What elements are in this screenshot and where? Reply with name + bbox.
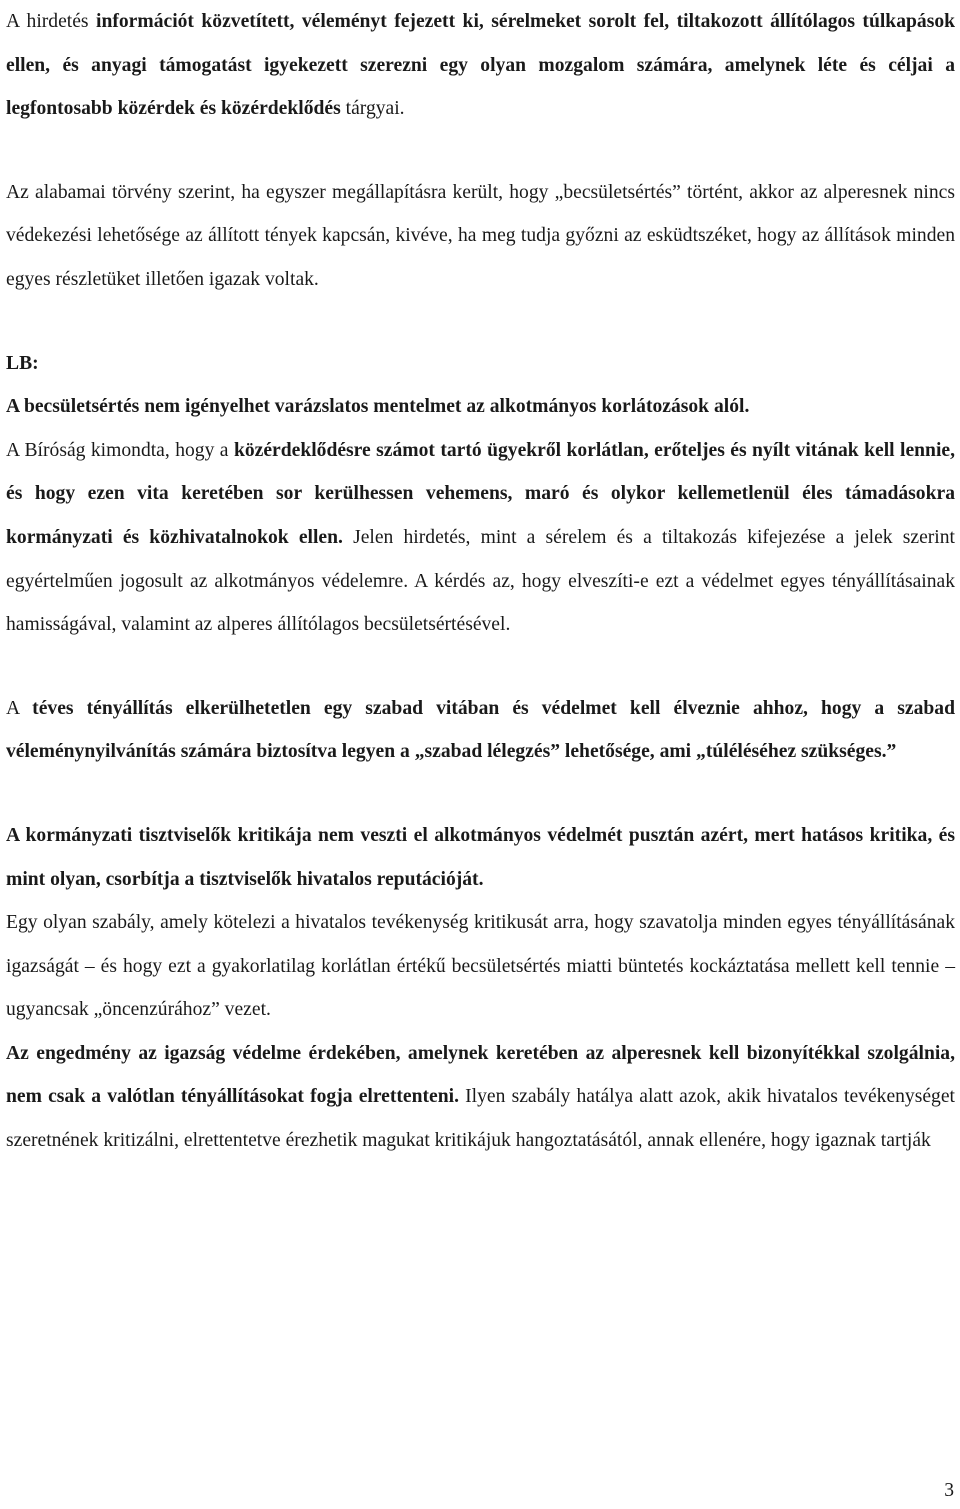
page-number: 3 [944,1480,954,1501]
text-segment: Ilyen szabály hatálya alatt azok, akik hivatalos tevékenységet szeretnének kritizálni, elrettentetve érezhetik magukat kritikájuk hangoztatásától, annak ellenére, hogy igaznak tartják [6,1086,955,1152]
paragraph-p7 [6,814,955,901]
bold-text-segment: A becsületsértés nem igényelhet varázslatos mentelmet az alkotmányos korlátozások alól. [6,396,750,418]
paragraph-p5 [6,429,955,647]
bold-text-segment: LB: [6,352,39,374]
paragraph-p1 [6,0,955,131]
paragraph-p4 [6,385,955,429]
bold-text-segment: Az engedmény az igazság védelme érdekében, amelynek keretében az alperesnek kell bizonyítékkal szolgálnia, nem csak a valótlan tényállításokat fogja elrettenteni. [6,1042,955,1108]
paragraph-p9 [6,1032,955,1163]
paragraph-p2 [6,171,955,302]
bold-text-segment: közérdeklődésre számot tartó ügyekről korlátlan, erőteljes és nyílt vitának kell lennie, és hogy ezen vita keretében sor kerülhessen vehemens, maró és olykor kellemetlenül éles támadásokra kormányzati és közhivatalnokok ellen. [6,439,955,548]
text-segment: A Bíróság kimondta, hogy a [6,439,234,461]
bold-text-segment: A kormányzati tisztviselők kritikája nem veszti el alkotmányos védelmét pusztán azért, mert hatásos kritika, és mint olyan, csorbítja a tisztviselők hivatalos reputációját. [6,824,955,890]
text-segment: A [6,697,33,719]
text-segment: Az alabamai törvény szerint, ha egyszer megállapításra került, hogy „becsületsértés” történt, akkor az alperesnek nincs védekezési lehetősége az állított tények kapcsán, kivéve, ha meg tudja győzni az esküdtszéket, hogy az állítások minden egyes részletüket illetően igazak voltak. [6,181,955,290]
paragraph-p3 [6,342,955,386]
document-page [6,0,955,1163]
text-segment: Egy olyan szabály, amely kötelezi a hivatalos tevékenység kritikusát arra, hogy szavatolja minden egyes tényállításának igazságát – és hogy ezt a gyakorlatilag korlátlan értékű becsületsértés miatti büntetés kockáztatása mellett kell tennie – ugyancsak „öncenzúrához” vezet. [6,912,955,1021]
paragraph-p6 [6,687,955,774]
text-segment: A hirdetés [6,11,97,32]
bold-text-segment: téves tényállítás elkerülhetetlen egy szabad vitában és védelmet kell élveznie ahhoz, hogy a szabad véleménynyilvánítás számára biztosítva legyen a „szabad lélegzés” lehetősége, ami „túléléséhez szükséges.” [6,697,956,763]
paragraph-p8 [6,901,955,1032]
bold-text-segment: információt közvetített, véleményt fejezett ki, sérelmeket sorolt fel, tiltakozott állítólagos túlkapások ellen, és anyagi támogatást igyekezett szerezni egy olyan mozgalom számára, amelynek léte és céljai a legfontosabb közérdek és közérdeklődés [6,11,956,120]
text-segment: tárgyai. [340,98,405,120]
text-segment: Jelen hirdetés, mint a sérelem és a tiltakozás kifejezése a jelek szerint egyértelműen jogosult az alkotmányos védelemre. A kérdés az, hogy elveszíti-e ezt a védelmet egyes tényállításainak hamisságával, valamint az alperes állítólagos becsületsértésével. [6,526,955,636]
